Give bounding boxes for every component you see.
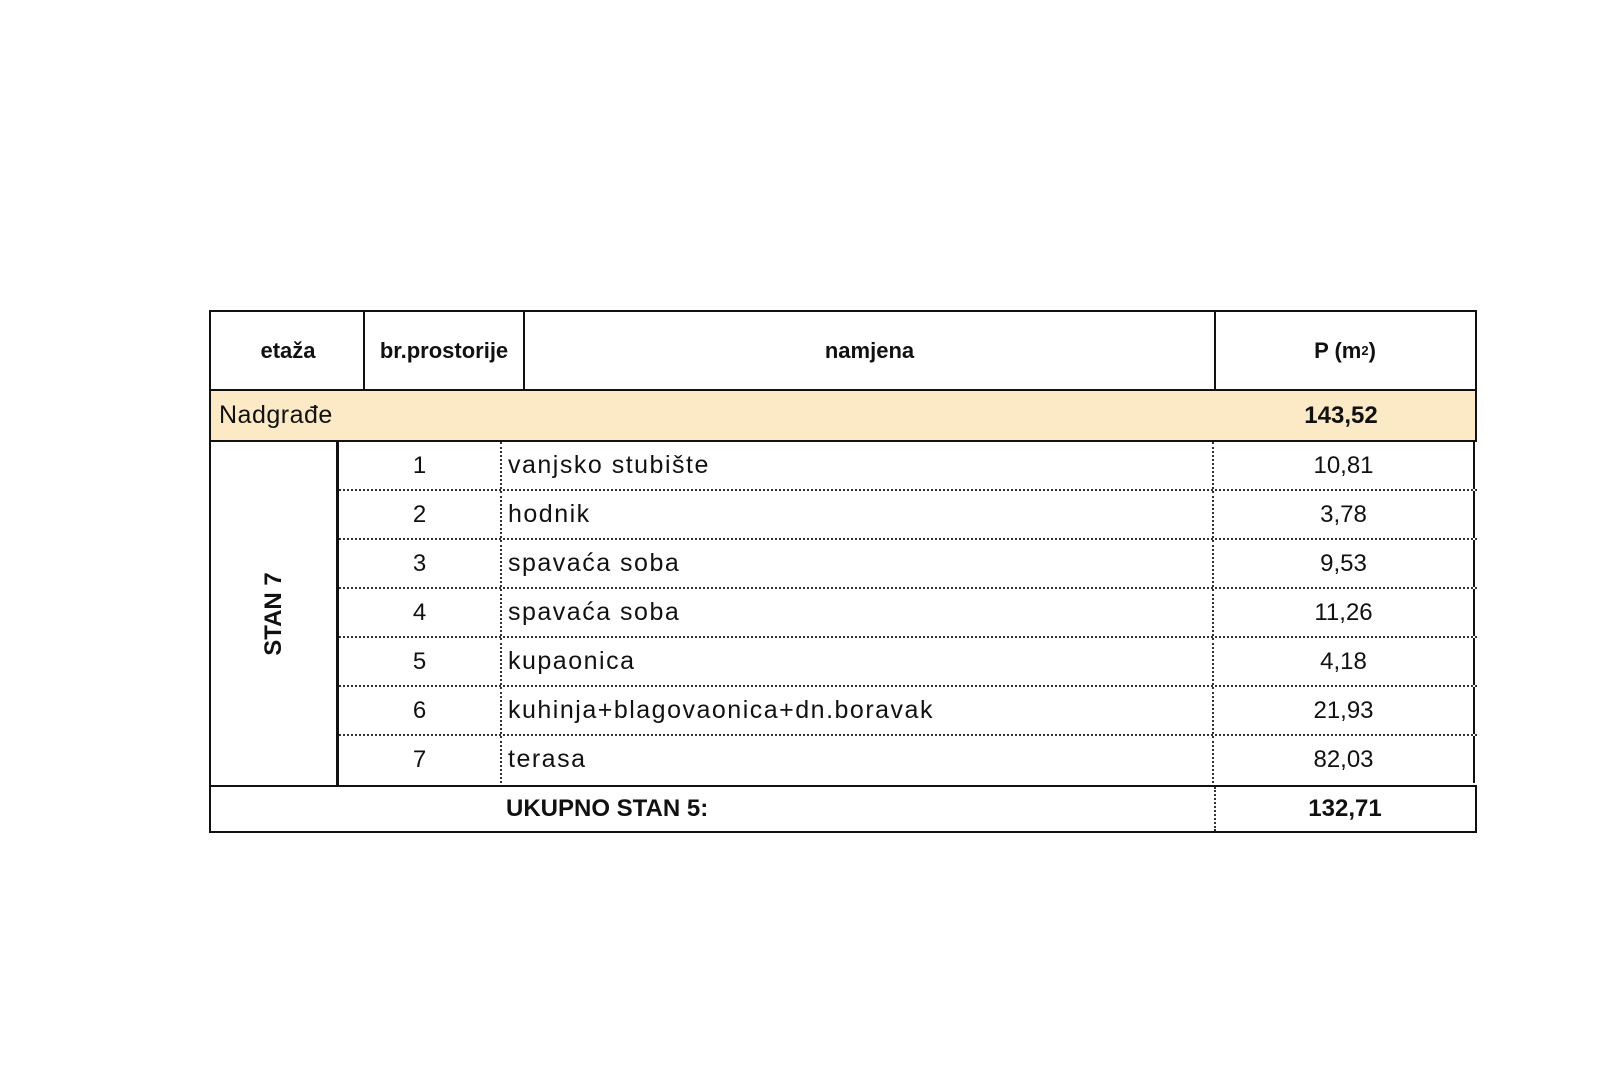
header-br-prostorije: br.prostorije	[379, 337, 509, 363]
table-row	[339, 687, 1477, 736]
header-area	[1216, 312, 1474, 389]
room-name: spavaća soba	[502, 589, 1214, 636]
table-row	[339, 736, 1477, 785]
header-area-prefix: P (m	[1314, 337, 1362, 363]
room-area: 10,81	[1214, 442, 1475, 489]
room-rows	[339, 442, 1477, 785]
room-number: 2	[339, 491, 502, 538]
room-number: 4	[339, 589, 502, 636]
room-area: 21,93	[1214, 687, 1475, 734]
room-area: 9,53	[1214, 540, 1475, 587]
room-name: spavaća soba	[502, 540, 1214, 587]
total-value: 132,71	[1308, 795, 1382, 822]
table-row	[339, 540, 1477, 589]
room-name: kuhinja+blagovaonica+dn.boravak	[502, 687, 1214, 734]
total-row	[209, 785, 1477, 833]
room-area: 4,18	[1214, 638, 1475, 685]
room-number: 5	[339, 638, 502, 685]
room-number: 3	[339, 540, 502, 587]
room-name: hodnik	[502, 491, 1214, 538]
room-area-table	[209, 310, 1477, 833]
section-row-nadgradje	[209, 391, 1477, 442]
room-area: 82,03	[1214, 736, 1475, 783]
room-area: 3,78	[1214, 491, 1475, 538]
etaza-group-cell	[209, 442, 339, 785]
room-name: vanjsko stubište	[502, 442, 1214, 489]
header-etaza: etaža	[260, 337, 316, 363]
header-area-suffix: )	[1368, 337, 1376, 363]
room-number: 7	[339, 736, 502, 783]
header-namjena: namjena	[824, 337, 915, 363]
section-label: Nadgrađe	[219, 401, 333, 429]
room-area: 11,26	[1214, 589, 1475, 636]
room-number: 6	[339, 687, 502, 734]
section-value: 143,52	[1304, 401, 1378, 429]
table-row	[339, 589, 1477, 638]
table-row	[339, 638, 1477, 687]
room-name: kupaonica	[502, 638, 1214, 685]
table-header	[209, 310, 1477, 391]
total-label: UKUPNO STAN 5:	[506, 795, 709, 822]
header-area-sup: 2	[1361, 343, 1369, 358]
etaza-group-label: STAN 7	[259, 571, 287, 656]
table-row	[339, 491, 1477, 540]
room-number: 1	[339, 442, 502, 489]
room-name: terasa	[502, 736, 1214, 783]
table-row	[339, 442, 1477, 491]
